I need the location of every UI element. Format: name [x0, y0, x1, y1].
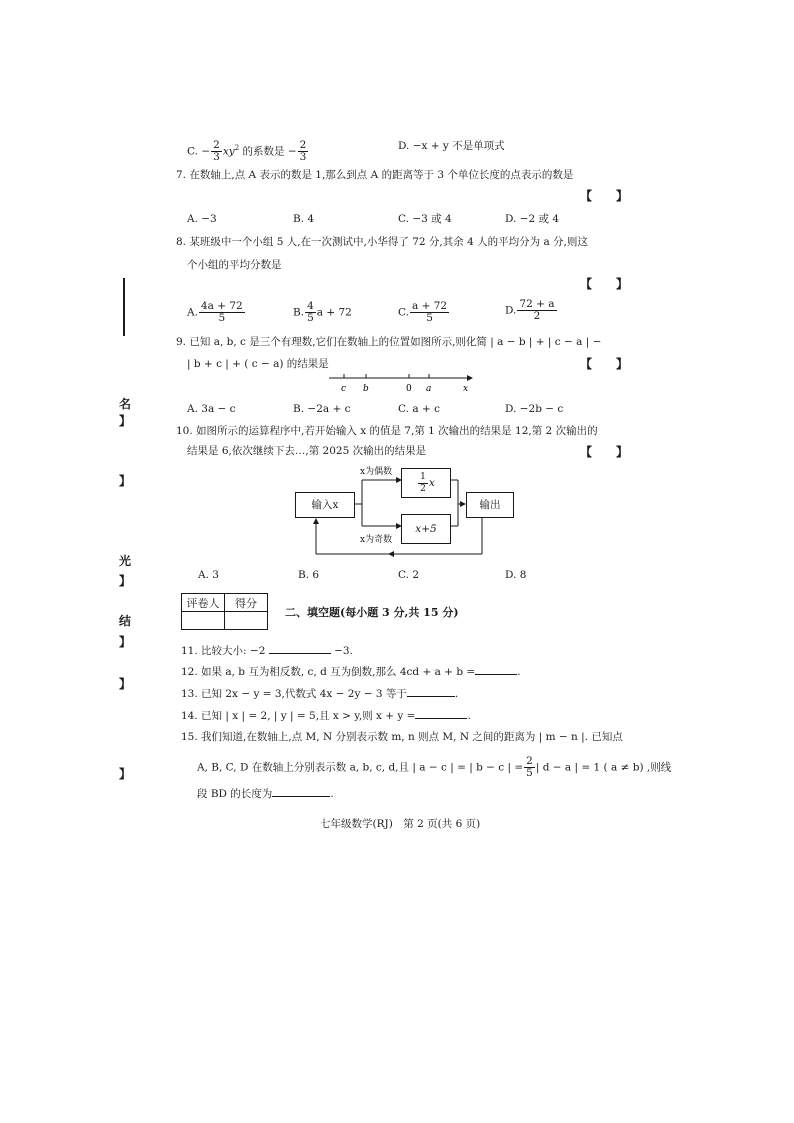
axis-label-x: x	[463, 384, 469, 394]
margin-bracket-3: 】	[119, 574, 132, 588]
q8-stem-line2: 个小组的平均分数是	[187, 259, 282, 271]
q9-answer-bracket: 【 】	[580, 357, 629, 371]
q10-answer-bracket: 【 】	[580, 445, 629, 459]
q9-option-d: D. −2b − c	[505, 403, 564, 415]
q7-option-b: B. 4	[293, 213, 315, 225]
q8-option-d: D. $\frac{72 + a}{2}$	[505, 298, 555, 322]
q10-input-box: 输入x	[295, 492, 355, 518]
grader-header: 评卷人	[182, 594, 225, 612]
q9-option-b: B. −2a + c	[293, 403, 351, 415]
grader-cell	[182, 612, 225, 630]
q10-stem-line1: 10. 如图所示的运算程序中,若开始输入 x 的值是 7,第 1 次输出的结果是 12,第 2 次输出的	[176, 425, 598, 437]
q10-option-a: A. 3	[198, 569, 219, 581]
q12-blank[interactable]	[475, 664, 517, 675]
q6-option-d: D. −x + y 不是单项式	[398, 140, 505, 152]
q9-option-a: A. 3a − c	[187, 403, 236, 415]
q14-blank[interactable]	[415, 708, 467, 719]
q8-answer-bracket: 【 】	[580, 277, 629, 291]
score-header: 得分	[225, 594, 268, 612]
margin-jie: 结	[119, 614, 132, 628]
q15-line2: A, B, C, D 在数轴上分别表示数 a, b, c, d,且 | a − c | = | b − c | = $\frac{2}{5}$ | d − a | = 1 ( a ≠ b) ,则线	[197, 755, 672, 779]
margin-bracket-5: 】	[119, 677, 132, 691]
q15-line1: 15. 我们知道,在数轴上,点 M, N 分别表示数 m, n 则点 M, N 之间的距离为 | m − n |. 已知点	[181, 731, 623, 743]
margin-bracket-1: 】	[119, 414, 132, 428]
section-2-title: 二、填空题(每小题 3 分,共 15 分)	[285, 606, 459, 619]
margin-bracket-2: 】	[119, 474, 132, 488]
q11-blank[interactable]	[269, 643, 331, 654]
q10-option-c: C. 2	[398, 569, 420, 581]
q9-stem-line2: | b + c | + ( c − a) 的结果是	[187, 358, 329, 370]
score-table	[181, 593, 268, 630]
q8-option-c: C. $\frac{a + 72}{5}$	[398, 300, 448, 324]
q10-even-label: x为偶数	[360, 467, 393, 477]
q7-option-d: D. −2 或 4	[505, 213, 560, 225]
margin-guang: 光	[119, 554, 132, 568]
q7-answer-bracket: 【 】	[580, 189, 629, 203]
q13: 13. 已知 2x − y = 3,代数式 4x − 2y − 3 等于 .	[181, 688, 459, 700]
axis-label-a: a	[426, 384, 432, 394]
q8-stem-line1: 8. 某班级中一个小组 5 人,在一次测试中,小华得了 72 分,其余 4 人的平均分为 a 分,则这	[176, 236, 588, 248]
q10-plus-box: x+5	[401, 514, 451, 544]
margin-bracket-6: 】	[119, 767, 132, 781]
q7-option-a: A. −3	[187, 213, 217, 225]
margin-bracket-4: 】	[119, 635, 132, 649]
q10-half-box: $\frac{1}{2}$ x	[401, 468, 451, 498]
q10-option-d: D. 8	[505, 569, 527, 581]
q8-option-a: A. $\frac{4a + 72}{5}$	[187, 300, 243, 324]
page-footer: 七年级数学(RJ) 第 2 页(共 6 页)	[320, 818, 481, 830]
binding-line	[123, 278, 125, 336]
q12: 12. 如果 a, b 互为相反数, c, d 互为倒数,那么 4cd + a + b = .	[181, 666, 521, 678]
q10-stem-line2: 结果是 6,依次继续下去…,第 2025 次输出的结果是	[187, 445, 427, 457]
margin-ming: 名	[119, 397, 132, 411]
q8-option-b: B. $\frac{4}{5}$ a + 72	[293, 300, 352, 324]
q7-stem: 7. 在数轴上,点 A 表示的数是 1,那么到点 A 的距离等于 3 个单位长度的点表示的数是	[176, 169, 574, 181]
q9-option-c: C. a + c	[398, 403, 440, 415]
axis-label-c: c	[341, 384, 347, 394]
q9-stem-line1: 9. 已知 a, b, c 是三个有理数,它们在数轴上的位置如图所示,则化简 | a − b | + | c − a | −	[176, 336, 602, 348]
q6-option-c: C. − $\frac{2}{3}$ $xy^2$ 的系数是 − $\frac{2}{3}$	[187, 139, 307, 163]
q9-number-line	[325, 372, 475, 394]
q11: 11. 比较大小: −2 −3.	[181, 645, 353, 657]
q7-option-c: C. −3 或 4	[398, 213, 452, 225]
q10-output-box: 输出	[466, 492, 514, 518]
score-cell	[225, 612, 268, 630]
q14: 14. 已知 | x | = 2, | y | = 5,且 x > y,则 x + y = .	[181, 710, 471, 722]
axis-label-b: b	[363, 384, 369, 394]
axis-label-zero: 0	[406, 384, 412, 394]
q15-blank[interactable]	[272, 786, 330, 797]
q10-odd-label: x为奇数	[360, 535, 393, 545]
q10-option-b: B. 6	[298, 569, 320, 581]
q13-blank[interactable]	[407, 686, 455, 697]
q15-line3: 段 BD 的长度为 .	[197, 788, 334, 800]
